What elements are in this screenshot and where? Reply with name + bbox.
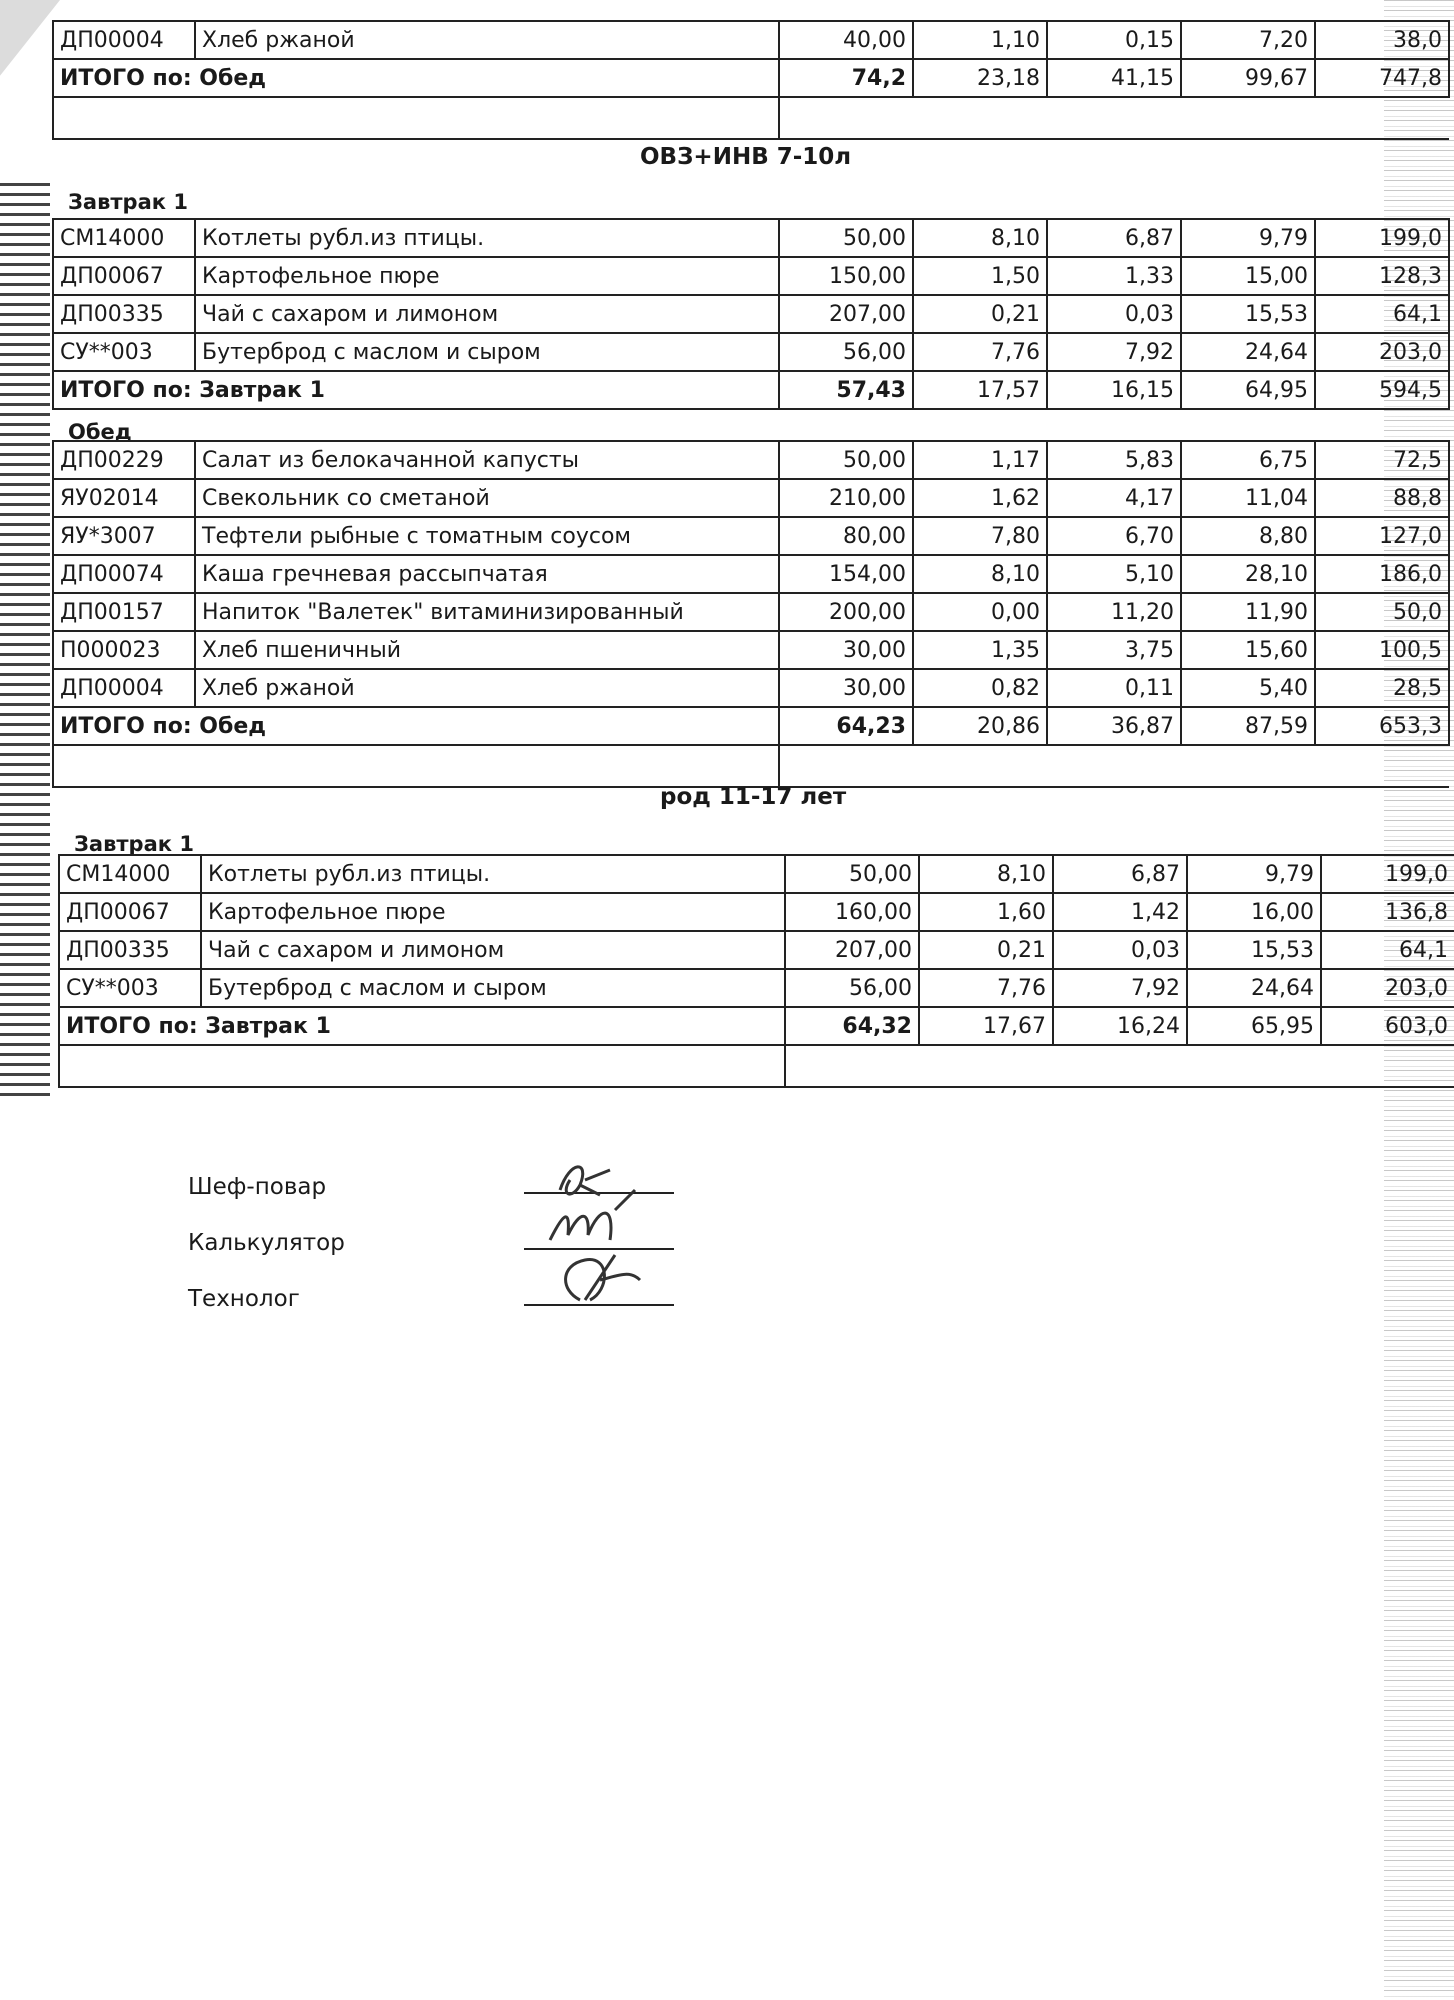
blank-cell <box>779 97 1449 139</box>
table-row <box>53 555 1449 593</box>
item-kcal: 127,0 <box>1315 517 1449 555</box>
item-code: ДП00074 <box>53 555 195 593</box>
item-fat: 0,03 <box>1053 931 1187 969</box>
item-code: ДП00335 <box>53 295 195 333</box>
folded-corner <box>0 0 60 140</box>
item-protein: 1,62 <box>913 479 1047 517</box>
item-fat: 0,03 <box>1047 295 1181 333</box>
item-name: Тефтели рыбные с томатным соусом <box>195 517 779 555</box>
meal-title-breakfast-1-s2: Завтрак 1 <box>74 832 194 856</box>
item-fat: 6,70 <box>1047 517 1181 555</box>
item-fat: 5,10 <box>1047 555 1181 593</box>
item-code: ДП00335 <box>59 931 201 969</box>
total-fat: 41,15 <box>1047 59 1181 97</box>
scan-noise-left <box>0 180 50 1100</box>
total-carbs: 65,95 <box>1187 1007 1321 1045</box>
total-row <box>53 59 1449 97</box>
item-carbs: 28,10 <box>1181 555 1315 593</box>
item-weight: 210,00 <box>779 479 913 517</box>
blank-row <box>53 97 1449 139</box>
item-weight: 30,00 <box>779 669 913 707</box>
item-carbs: 15,60 <box>1181 631 1315 669</box>
table-row <box>53 479 1449 517</box>
blank-cell <box>59 1045 785 1087</box>
item-name: Хлеб ржаной <box>195 669 779 707</box>
item-code: СУ**003 <box>53 333 195 371</box>
item-protein: 7,76 <box>919 969 1053 1007</box>
item-fat: 0,11 <box>1047 669 1181 707</box>
item-kcal: 203,0 <box>1321 969 1454 1007</box>
item-protein: 8,10 <box>913 555 1047 593</box>
total-row <box>53 707 1449 745</box>
item-name: Котлеты рубл.из птицы. <box>201 855 785 893</box>
table-row <box>53 295 1449 333</box>
item-fat: 7,92 <box>1053 969 1187 1007</box>
item-carbs: 11,04 <box>1181 479 1315 517</box>
item-protein: 0,82 <box>913 669 1047 707</box>
item-name: Хлеб ржаной <box>195 21 779 59</box>
item-fat: 1,33 <box>1047 257 1181 295</box>
table-row <box>59 931 1454 969</box>
total-weight: 64,23 <box>779 707 913 745</box>
item-carbs: 6,75 <box>1181 441 1315 479</box>
total-label: ИТОГО по: Завтрак 1 <box>59 1007 785 1045</box>
total-protein: 17,67 <box>919 1007 1053 1045</box>
item-code: ДП00067 <box>53 257 195 295</box>
signature-label-calculator: Калькулятор <box>188 1230 345 1256</box>
item-protein: 0,00 <box>913 593 1047 631</box>
total-weight: 57,43 <box>779 371 913 409</box>
blank-cell <box>779 745 1449 787</box>
item-kcal: 186,0 <box>1315 555 1449 593</box>
total-kcal: 653,3 <box>1315 707 1449 745</box>
top-table-block <box>52 20 1442 140</box>
item-fat: 5,83 <box>1047 441 1181 479</box>
item-weight: 50,00 <box>779 441 913 479</box>
item-carbs: 7,20 <box>1181 21 1315 59</box>
table-row <box>53 21 1449 59</box>
item-fat: 11,20 <box>1047 593 1181 631</box>
item-fat: 3,75 <box>1047 631 1181 669</box>
section1-lunch-table <box>52 440 1450 788</box>
total-label: ИТОГО по: Обед <box>53 707 779 745</box>
meal-title-lunch: Обед <box>68 420 132 444</box>
section2-breakfast-table <box>58 854 1454 1088</box>
total-protein: 17,57 <box>913 371 1047 409</box>
item-name: Напиток "Валетек" витаминизированный <box>195 593 779 631</box>
section-title-7-10: ОВЗ+ИНВ 7-10л <box>640 144 852 170</box>
signature-label-technologist: Технолог <box>188 1286 300 1312</box>
total-fat: 16,15 <box>1047 371 1181 409</box>
meal-title-breakfast-1: Завтрак 1 <box>68 190 188 214</box>
item-protein: 1,50 <box>913 257 1047 295</box>
total-kcal: 603,0 <box>1321 1007 1454 1045</box>
item-kcal: 199,0 <box>1321 855 1454 893</box>
table-row <box>53 441 1449 479</box>
item-code: ДП00004 <box>53 669 195 707</box>
total-row <box>53 371 1449 409</box>
handwritten-signatures <box>540 1150 680 1320</box>
item-protein: 7,76 <box>913 333 1047 371</box>
item-name: Хлеб пшеничный <box>195 631 779 669</box>
item-kcal: 50,0 <box>1315 593 1449 631</box>
section2-breakfast-block <box>58 854 1448 1088</box>
item-carbs: 15,53 <box>1181 295 1315 333</box>
item-weight: 200,00 <box>779 593 913 631</box>
total-kcal: 594,5 <box>1315 371 1449 409</box>
total-kcal: 747,8 <box>1315 59 1449 97</box>
item-name: Каша гречневая рассыпчатая <box>195 555 779 593</box>
item-code: П000023 <box>53 631 195 669</box>
item-kcal: 88,8 <box>1315 479 1449 517</box>
item-weight: 160,00 <box>785 893 919 931</box>
item-weight: 207,00 <box>785 931 919 969</box>
item-name: Бутерброд с маслом и сыром <box>195 333 779 371</box>
table-row <box>53 257 1449 295</box>
item-code: СМ14000 <box>59 855 201 893</box>
item-carbs: 16,00 <box>1187 893 1321 931</box>
item-protein: 8,10 <box>913 219 1047 257</box>
item-carbs: 24,64 <box>1181 333 1315 371</box>
table-row <box>53 593 1449 631</box>
item-protein: 0,21 <box>919 931 1053 969</box>
item-carbs: 5,40 <box>1181 669 1315 707</box>
total-fat: 16,24 <box>1053 1007 1187 1045</box>
item-kcal: 203,0 <box>1315 333 1449 371</box>
item-protein: 8,10 <box>919 855 1053 893</box>
top-table <box>52 20 1450 140</box>
blank-cell <box>53 745 779 787</box>
item-protein: 0,21 <box>913 295 1047 333</box>
blank-row <box>59 1045 1454 1087</box>
table-row <box>53 631 1449 669</box>
item-carbs: 9,79 <box>1187 855 1321 893</box>
item-fat: 7,92 <box>1047 333 1181 371</box>
item-kcal: 128,3 <box>1315 257 1449 295</box>
section1-breakfast-block <box>52 218 1442 410</box>
item-code: СМ14000 <box>53 219 195 257</box>
item-carbs: 8,80 <box>1181 517 1315 555</box>
item-name: Чай с сахаром и лимоном <box>195 295 779 333</box>
table-row <box>59 969 1454 1007</box>
total-carbs: 99,67 <box>1181 59 1315 97</box>
table-row <box>59 893 1454 931</box>
item-protein: 7,80 <box>913 517 1047 555</box>
item-kcal: 199,0 <box>1315 219 1449 257</box>
item-weight: 56,00 <box>779 333 913 371</box>
item-fat: 6,87 <box>1047 219 1181 257</box>
total-protein: 20,86 <box>913 707 1047 745</box>
item-weight: 150,00 <box>779 257 913 295</box>
blank-cell <box>785 1045 1454 1087</box>
total-label: ИТОГО по: Завтрак 1 <box>53 371 779 409</box>
table-row <box>53 333 1449 371</box>
item-weight: 50,00 <box>779 219 913 257</box>
item-code: ДП00067 <box>59 893 201 931</box>
item-name: Бутерброд с маслом и сыром <box>201 969 785 1007</box>
item-protein: 1,10 <box>913 21 1047 59</box>
item-name: Салат из белокачанной капусты <box>195 441 779 479</box>
section-title-11-17: род 11-17 лет <box>660 784 847 810</box>
item-carbs: 15,00 <box>1181 257 1315 295</box>
item-code: ДП00229 <box>53 441 195 479</box>
item-fat: 4,17 <box>1047 479 1181 517</box>
item-code: ДП00157 <box>53 593 195 631</box>
item-weight: 56,00 <box>785 969 919 1007</box>
item-kcal: 38,0 <box>1315 21 1449 59</box>
signature-label-chef: Шеф-повар <box>188 1174 327 1200</box>
item-protein: 1,35 <box>913 631 1047 669</box>
total-row <box>59 1007 1454 1045</box>
total-carbs: 64,95 <box>1181 371 1315 409</box>
total-label: ИТОГО по: Обед <box>53 59 779 97</box>
item-protein: 1,60 <box>919 893 1053 931</box>
item-weight: 207,00 <box>779 295 913 333</box>
total-weight: 74,2 <box>779 59 913 97</box>
item-weight: 80,00 <box>779 517 913 555</box>
item-code: ЯУ*3007 <box>53 517 195 555</box>
total-weight: 64,32 <box>785 1007 919 1045</box>
item-kcal: 64,1 <box>1315 295 1449 333</box>
item-weight: 40,00 <box>779 21 913 59</box>
item-name: Картофельное пюре <box>201 893 785 931</box>
item-name: Картофельное пюре <box>195 257 779 295</box>
total-protein: 23,18 <box>913 59 1047 97</box>
item-kcal: 100,5 <box>1315 631 1449 669</box>
item-carbs: 15,53 <box>1187 931 1321 969</box>
item-name: Котлеты рубл.из птицы. <box>195 219 779 257</box>
item-fat: 6,87 <box>1053 855 1187 893</box>
item-carbs: 9,79 <box>1181 219 1315 257</box>
item-protein: 1,17 <box>913 441 1047 479</box>
item-kcal: 28,5 <box>1315 669 1449 707</box>
item-fat: 0,15 <box>1047 21 1181 59</box>
item-carbs: 11,90 <box>1181 593 1315 631</box>
item-name: Чай с сахаром и лимоном <box>201 931 785 969</box>
total-carbs: 87,59 <box>1181 707 1315 745</box>
section1-lunch-block <box>52 440 1442 788</box>
item-weight: 30,00 <box>779 631 913 669</box>
item-kcal: 136,8 <box>1321 893 1454 931</box>
item-name: Свекольник со сметаной <box>195 479 779 517</box>
item-fat: 1,42 <box>1053 893 1187 931</box>
table-row <box>53 219 1449 257</box>
blank-cell <box>53 97 779 139</box>
item-carbs: 24,64 <box>1187 969 1321 1007</box>
item-kcal: 64,1 <box>1321 931 1454 969</box>
table-row <box>53 669 1449 707</box>
total-fat: 36,87 <box>1047 707 1181 745</box>
blank-row <box>53 745 1449 787</box>
item-code: ЯУ02014 <box>53 479 195 517</box>
table-row <box>59 855 1454 893</box>
item-weight: 154,00 <box>779 555 913 593</box>
item-weight: 50,00 <box>785 855 919 893</box>
table-row <box>53 517 1449 555</box>
section1-breakfast-table <box>52 218 1450 410</box>
item-code: СУ**003 <box>59 969 201 1007</box>
item-kcal: 72,5 <box>1315 441 1449 479</box>
item-code: ДП00004 <box>53 21 195 59</box>
